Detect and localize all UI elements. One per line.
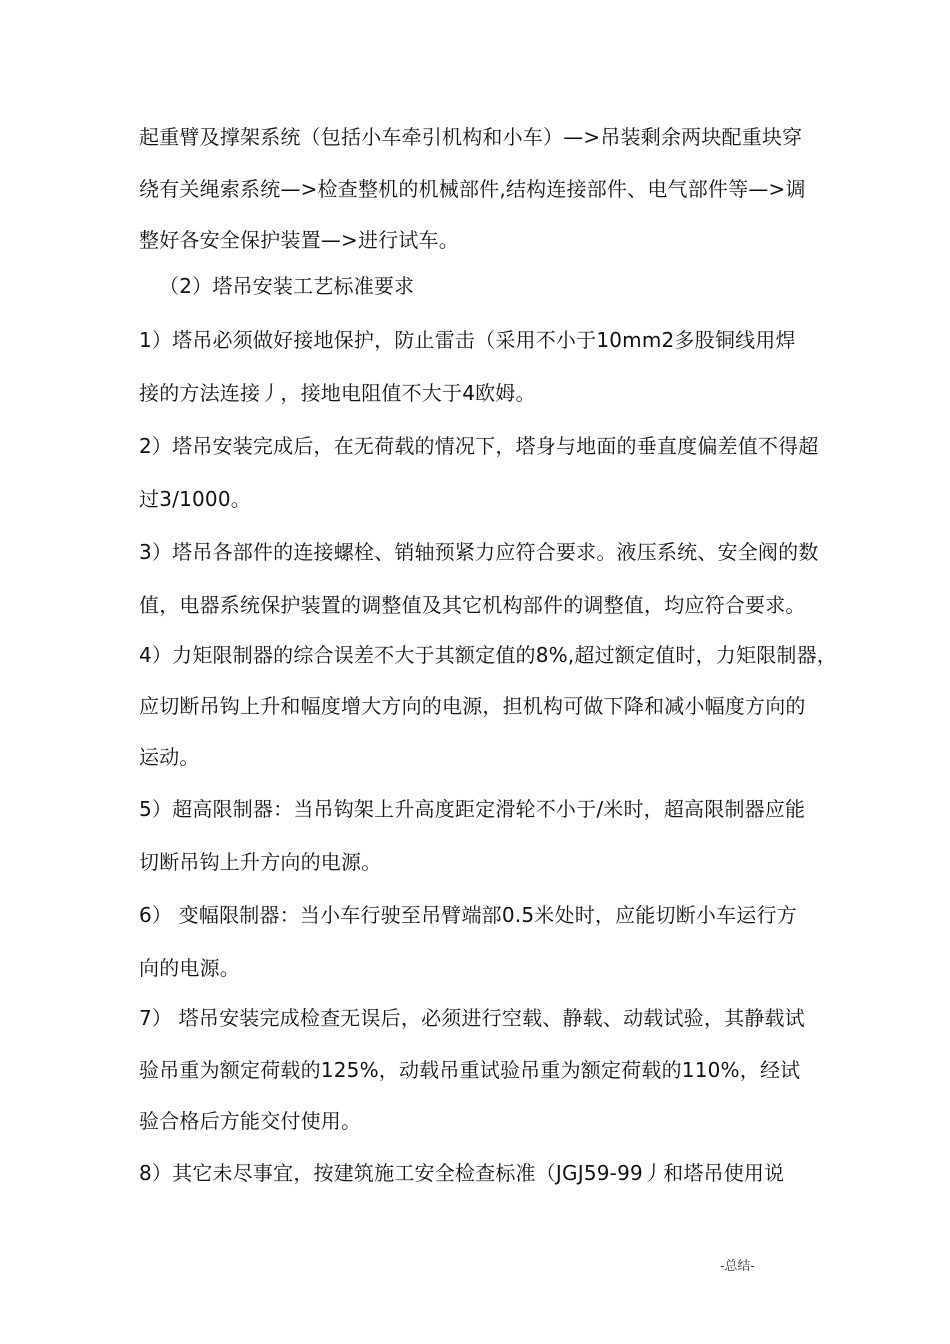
paragraph-line: 绕有关绳索系统—>检查整机的机械部件,结构连接部件、电气部件等—>调	[139, 177, 806, 201]
section-heading: （2）塔吊安装工艺标准要求	[159, 274, 415, 298]
paragraph-line: 接的方法连接丿，接地电阻值不大于4欧姆。	[139, 381, 536, 405]
paragraph-line: 应切断吊钩上升和幅度增大方向的电源，担机构可做下降和减小幅度方向的	[139, 694, 806, 718]
paragraph-line: 运动。	[139, 745, 200, 769]
paragraph-line: 7） 塔吊安装完成检查无误后，必须进行空载、静载、动载试验，其静载试	[139, 1006, 805, 1030]
paragraph-line: 起重臂及撑架系统（包括小车牵引机构和小车）—>吊装剩余两块配重块穿	[139, 125, 803, 149]
paragraph-line: 2）塔吊安装完成后，在无荷载的情况下，塔身与地面的垂直度偏差值不得超	[139, 434, 819, 458]
paragraph-line: 5）超高限制器：当吊钩架上升高度距定滑轮不小于/米时，超高限制器应能	[139, 797, 806, 821]
paragraph-line: 切断吊钩上升方向的电源。	[139, 850, 382, 874]
paragraph-line: 向的电源。	[139, 956, 240, 980]
paragraph-line: 过3/1000。	[139, 487, 251, 511]
paragraph-line: 验吊重为额定荷载的125%，动载吊重试验吊重为额定荷载的110%，经试	[139, 1058, 801, 1082]
paragraph-line: 3）塔吊各部件的连接螺栓、销轴预紧力应符合要求。液压系统、安全阀的数	[139, 540, 819, 564]
paragraph-line: 6） 变幅限制器：当小车行驶至吊臂端部0.5米处时，应能切断小车运行方	[139, 903, 797, 927]
paragraph-line: 验合格后方能交付使用。	[139, 1109, 362, 1133]
paragraph-line: 4）力矩限制器的综合误差不大于其额定值的8%,超过额定值时，力矩限制器，	[139, 643, 838, 667]
paragraph-line: 整好各安全保护装置—>进行试车。	[139, 228, 459, 252]
paragraph-line: 1）塔吊必须做好接地保护，防止雷击（采用不小于10mm2多股铜线用焊	[139, 328, 796, 352]
page-footer: -总结-	[720, 1259, 755, 1274]
paragraph-line: 8）其它未尽事宜，按建筑施工安全检查标准（JGJ59-99丿和塔吊使用说	[139, 1161, 785, 1185]
paragraph-line: 值，电器系统保护装置的调整值及其它机构部件的调整值，均应符合要求。	[139, 593, 806, 617]
